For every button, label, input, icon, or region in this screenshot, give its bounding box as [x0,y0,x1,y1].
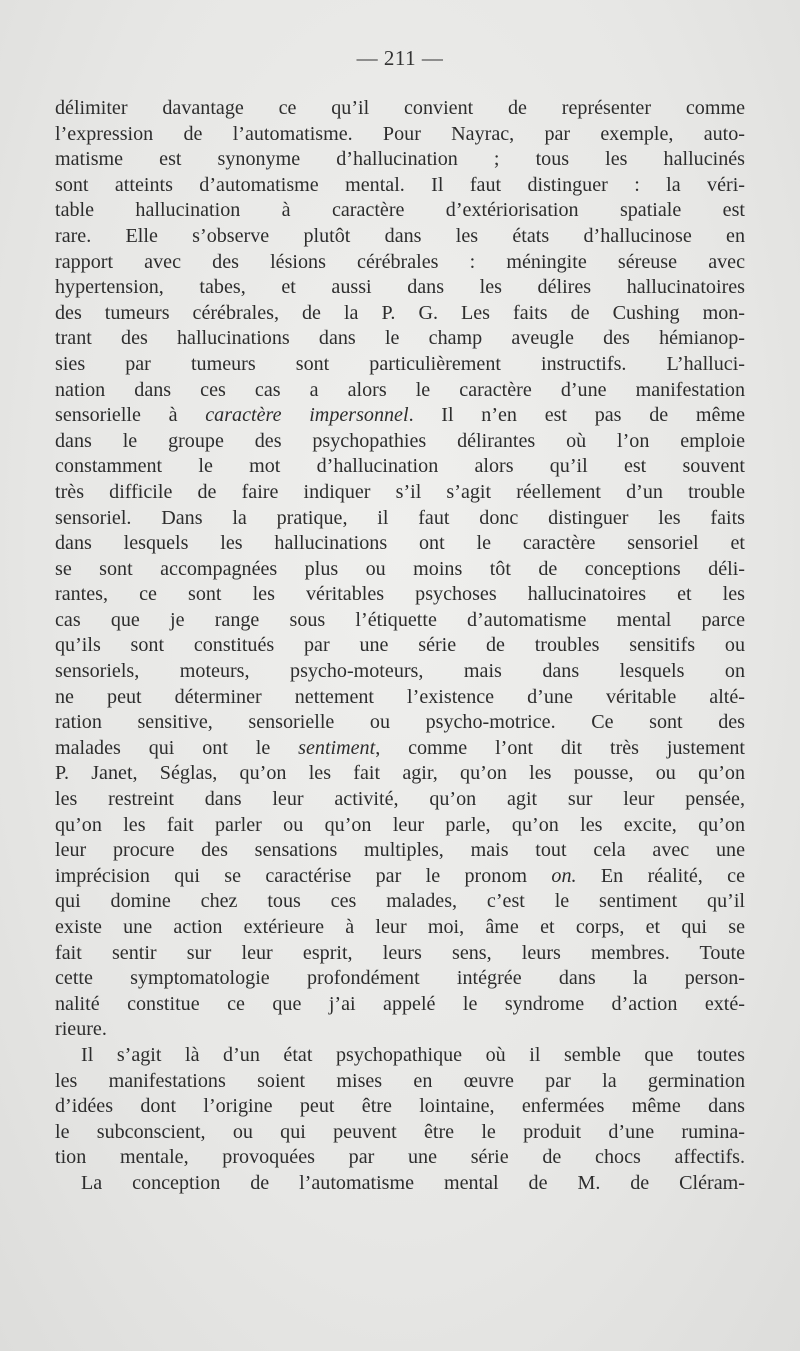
text-line: l’expression de l’automatisme. Pour Nayrac, par exemple, auto- [55,122,745,145]
text-line: tion mentale, provoquées par une série de chocs affectifs. [55,1146,745,1169]
text-line: sont atteints d’automatisme mental. Il faut distinguer : la véri- [55,173,745,196]
text-line: se sont accompagnées plus ou moins tôt de conceptions déli- [55,557,745,580]
text-line: le subconscient, ou qui peuvent être le produit d’une rumina- [55,1120,745,1143]
page-number: — 211 — [356,46,444,70]
text-line: qu’on les fait parler ou qu’on leur parle, qu’on les excite, qu’on [55,813,745,836]
body-text [55,96,745,1197]
text-line-italic-on: imprécision qui se caractérise par le pronom on. En réalité, ce [55,864,745,887]
text-line: rapport avec des lésions cérébrales : méningite séreuse avec [55,250,745,273]
text-line: nation dans ces cas a alors le caractère d’une manifestation [55,378,745,401]
text-line: table hallucination à caractère d’extériorisation spatiale est [55,199,745,222]
text-line: d’idées dont l’origine peut être lointaine, enfermées même dans [55,1095,745,1118]
text-line: qu’ils sont constitués par une série de troubles sensitifs ou [55,634,745,657]
text-line: rare. Elle s’observe plutôt dans les états d’hallucinose en [55,224,745,247]
text-line-italic-sentiment: malades qui ont le sentiment, comme l’ont dit très justement [55,736,745,759]
text-line-paragraph-start: Il s’agit là d’un état psychopathique où il semble que toutes [81,1043,745,1066]
text-line-paragraph-start: La conception de l’automatisme mental de M. de Cléram- [81,1171,745,1194]
text-line: sensoriel. Dans la pratique, il faut donc distinguer les faits [55,506,745,529]
text-line: matisme est synonyme d’hallucination ; tous les hallucinés [55,148,745,171]
text-line: sensoriels, moteurs, psycho-moteurs, mais dans lesquels on [55,660,745,683]
text-line: hypertension, tabes, et aussi dans les délires hallucinatoires [55,276,745,299]
text-line: trant des hallucinations dans le champ aveugle des hémianop- [55,327,745,350]
text-line: ration sensitive, sensorielle ou psycho-motrice. Ce sont des [55,711,745,734]
text-line: dans le groupe des psychopathies délirantes où l’on emploie [55,429,745,452]
text-line: dans lesquels les hallucinations ont le caractère sensoriel et [55,532,745,555]
text-line: P. Janet, Séglas, qu’on les fait agir, qu’on les pousse, ou qu’on [55,762,745,785]
text-line: des tumeurs cérébrales, de la P. G. Les faits de Cushing mon- [55,301,745,324]
text-line: qui domine chez tous ces malades, c’est le sentiment qu’il [55,890,745,913]
text-line: les manifestations soient mises en œuvre par la germination [55,1069,745,1092]
text-line: les restreint dans leur activité, qu’on agit sur leur pensée, [55,788,745,811]
text-line: existe une action extérieure à leur moi, âme et corps, et qui se [55,916,745,938]
text-line: cas que je range sous l’étiquette d’automatisme mental parce [55,608,745,631]
text-line: cette symptomatologie profondément intégrée dans la person- [55,967,745,990]
text-line: très difficile de faire indiquer s’il s’agit réellement d’un trouble [55,480,745,503]
text-line: délimiter davantage ce qu’il convient de représenter comme [55,97,745,119]
text-line: leur procure des sensations multiples, mais tout cela avec une [55,839,745,862]
text-line: fait sentir sur leur esprit, leurs sens, leurs membres. Toute [55,941,745,964]
text-line-italic-impersonnel: sensorielle à caractère impersonnel. Il n’en est pas de même [55,404,745,427]
text-line: rieure. [55,1018,107,1041]
text-line: nalité constitue ce que j’ai appelé le syndrome d’action exté- [55,992,745,1015]
text-line: sies par tumeurs sont particulièrement instructifs. L’halluci- [55,352,745,375]
text-line: constamment le mot d’hallucination alors qu’il est souvent [55,455,745,478]
text-line: ne peut déterminer nettement l’existence d’une véritable alté- [55,685,745,708]
text-line: rantes, ce sont les véritables psychoses hallucinatoires et les [55,583,745,606]
